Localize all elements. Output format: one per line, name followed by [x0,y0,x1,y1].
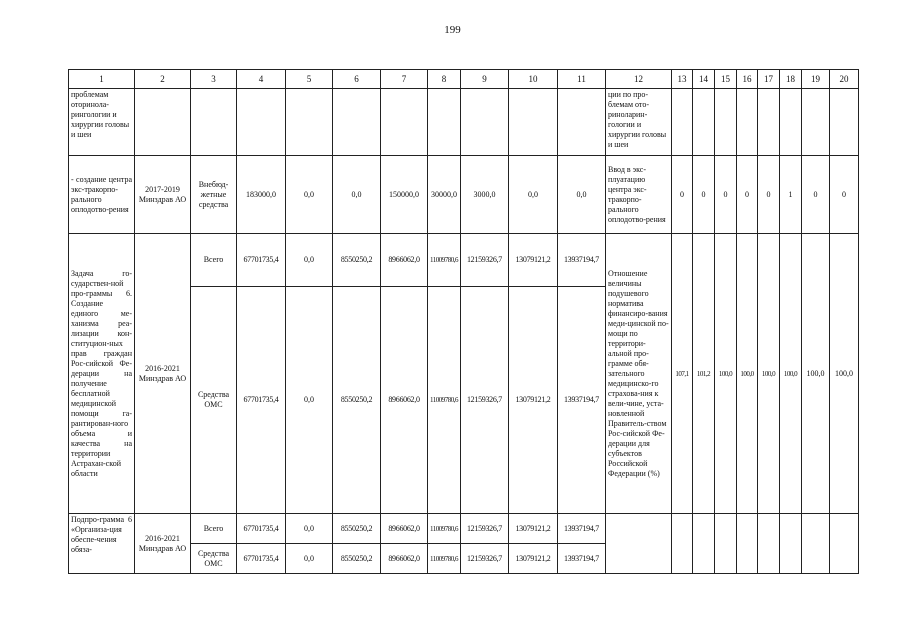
executor: Минздрав АО [138,373,187,383]
col-number: 3 [191,70,237,89]
value-cell: 13937194,7 [558,514,606,544]
target-value: 0 [737,156,758,234]
col-number: 8 [428,70,461,89]
col-number: 6 [333,70,381,89]
period-executor [135,156,191,234]
col-number: 20 [830,70,859,89]
value-cell: 8966062,0 [381,234,428,287]
value-cell: 183000,0 [237,156,286,234]
col-number: 10 [509,70,558,89]
funding-source: Всего [191,234,237,287]
col-number: 11 [558,70,606,89]
col-number: 7 [381,70,428,89]
value-cell: 8966062,0 [381,544,428,574]
value-cell: 0,0 [558,156,606,234]
col-number: 19 [802,70,830,89]
value-cell: 67701735,4 [237,514,286,544]
target-value: 107,1 [672,234,693,514]
target-value: 100,0 [715,234,737,514]
value-cell: 8550250,2 [333,514,381,544]
value-cell: 8550250,2 [333,544,381,574]
target-value: 0 [758,156,780,234]
col-number: 9 [461,70,509,89]
value-cell: 8550250,2 [333,234,381,287]
indicator-name: Отношение величины подушевого норматива финансиро-вания меди-цинской по-мощи по территори-альной про-грамме обя-зательного медицинско-го страхова-ния к вели-чине, уста-новленной Правитель-ством Рос-сийской Фе-дерации для субъектов Российской Федерации (%) [606,234,672,514]
value-cell: 8966062,0 [381,514,428,544]
period-executor [135,234,191,514]
value-cell: 11009780,6 [428,287,461,514]
col-number: 14 [693,70,715,89]
measure-name: проблемам оторинола-рингологии и хирургии головы и шеи [69,89,135,156]
value-cell: 13937194,7 [558,234,606,287]
period: 2016-2021 [145,363,180,373]
target-value: 0 [672,156,693,234]
funding-source: Всего [191,514,237,544]
value-cell: 12159326,7 [461,234,509,287]
value-cell: 13079121,2 [509,544,558,574]
value-cell: 12159326,7 [461,514,509,544]
table-row [69,234,859,287]
target-value: 1 [780,156,802,234]
table-row [69,514,859,544]
subprogram-name: Подпро-грамма 6 «Организа-ция обеспе-чения обяза- [69,514,135,574]
col-number: 2 [135,70,191,89]
period-executor [135,514,191,574]
value-cell: 11009780,6 [428,544,461,574]
period: 2017-2019 [145,184,180,194]
col-number: 17 [758,70,780,89]
task-name: Задача го-сударствен-ной про-граммы 6. Создание единого ме-ханизма реа-лизации кон-ституцион-ных прав граждан Рос-сийской Фе-дерации на получение бесплатной медицинской помощи га-рантирован-ного объема и качества на территории Астрахан-ской области [69,234,135,514]
value-cell: 8966062,0 [381,287,428,514]
value-cell: 13079121,2 [509,287,558,514]
continuation-row [69,89,859,156]
value-cell: 13937194,7 [558,544,606,574]
value-cell: 150000,0 [381,156,428,234]
col-number: 13 [672,70,693,89]
target-value: 100,0 [758,234,780,514]
col-number: 5 [286,70,333,89]
target-value: 0 [693,156,715,234]
measure-name: - создание центра экс-тракорпо-рального оплодотво-рения [69,156,135,234]
value-cell: 67701735,4 [237,544,286,574]
target-value: 0 [802,156,830,234]
value-cell: 0,0 [286,544,333,574]
target-value: 100,0 [830,234,859,514]
funding-source: Средства ОМС [191,544,237,574]
value-cell: 11009780,6 [428,234,461,287]
col-number: 1 [69,70,135,89]
value-cell: 0,0 [286,287,333,514]
col-number: 12 [606,70,672,89]
program-table [68,69,859,574]
indicator-name: Ввод в экс-плуатацию центра экс-тракорпо-рального оплодотво-рения [606,156,672,234]
value-cell: 12159326,7 [461,287,509,514]
executor: Минздрав АО [138,194,187,204]
target-value: 101,2 [693,234,715,514]
table-row [69,156,859,234]
value-cell: 67701735,4 [237,234,286,287]
value-cell: 3000,0 [461,156,509,234]
col-number: 15 [715,70,737,89]
value-cell: 12159326,7 [461,544,509,574]
value-cell: 0,0 [333,156,381,234]
page-number: 199 [444,24,461,36]
value-cell: 11009780,6 [428,514,461,544]
target-value: 100,0 [780,234,802,514]
funding-source: Средства ОМС [191,287,237,514]
indicator-name: ции по про-блемам ото-риноларин-гологии и хирургии головы и шеи [606,89,672,156]
value-cell: 0,0 [286,514,333,544]
value-cell: 8550250,2 [333,287,381,514]
value-cell: 67701735,4 [237,287,286,514]
value-cell: 13937194,7 [558,287,606,514]
column-number-row [69,70,859,89]
target-value: 0 [715,156,737,234]
target-value: 0 [830,156,859,234]
value-cell: 13079121,2 [509,514,558,544]
col-number: 4 [237,70,286,89]
target-value: 100,0 [737,234,758,514]
col-number: 18 [780,70,802,89]
executor: Минздрав АО [138,543,187,553]
period: 2016-2021 [145,533,180,543]
value-cell: 0,0 [509,156,558,234]
col-number: 16 [737,70,758,89]
value-cell: 30000,0 [428,156,461,234]
target-value: 100,0 [802,234,830,514]
value-cell: 13079121,2 [509,234,558,287]
funding-source: Внебюд-жетные средства [191,156,237,234]
value-cell: 0,0 [286,156,333,234]
value-cell: 0,0 [286,234,333,287]
